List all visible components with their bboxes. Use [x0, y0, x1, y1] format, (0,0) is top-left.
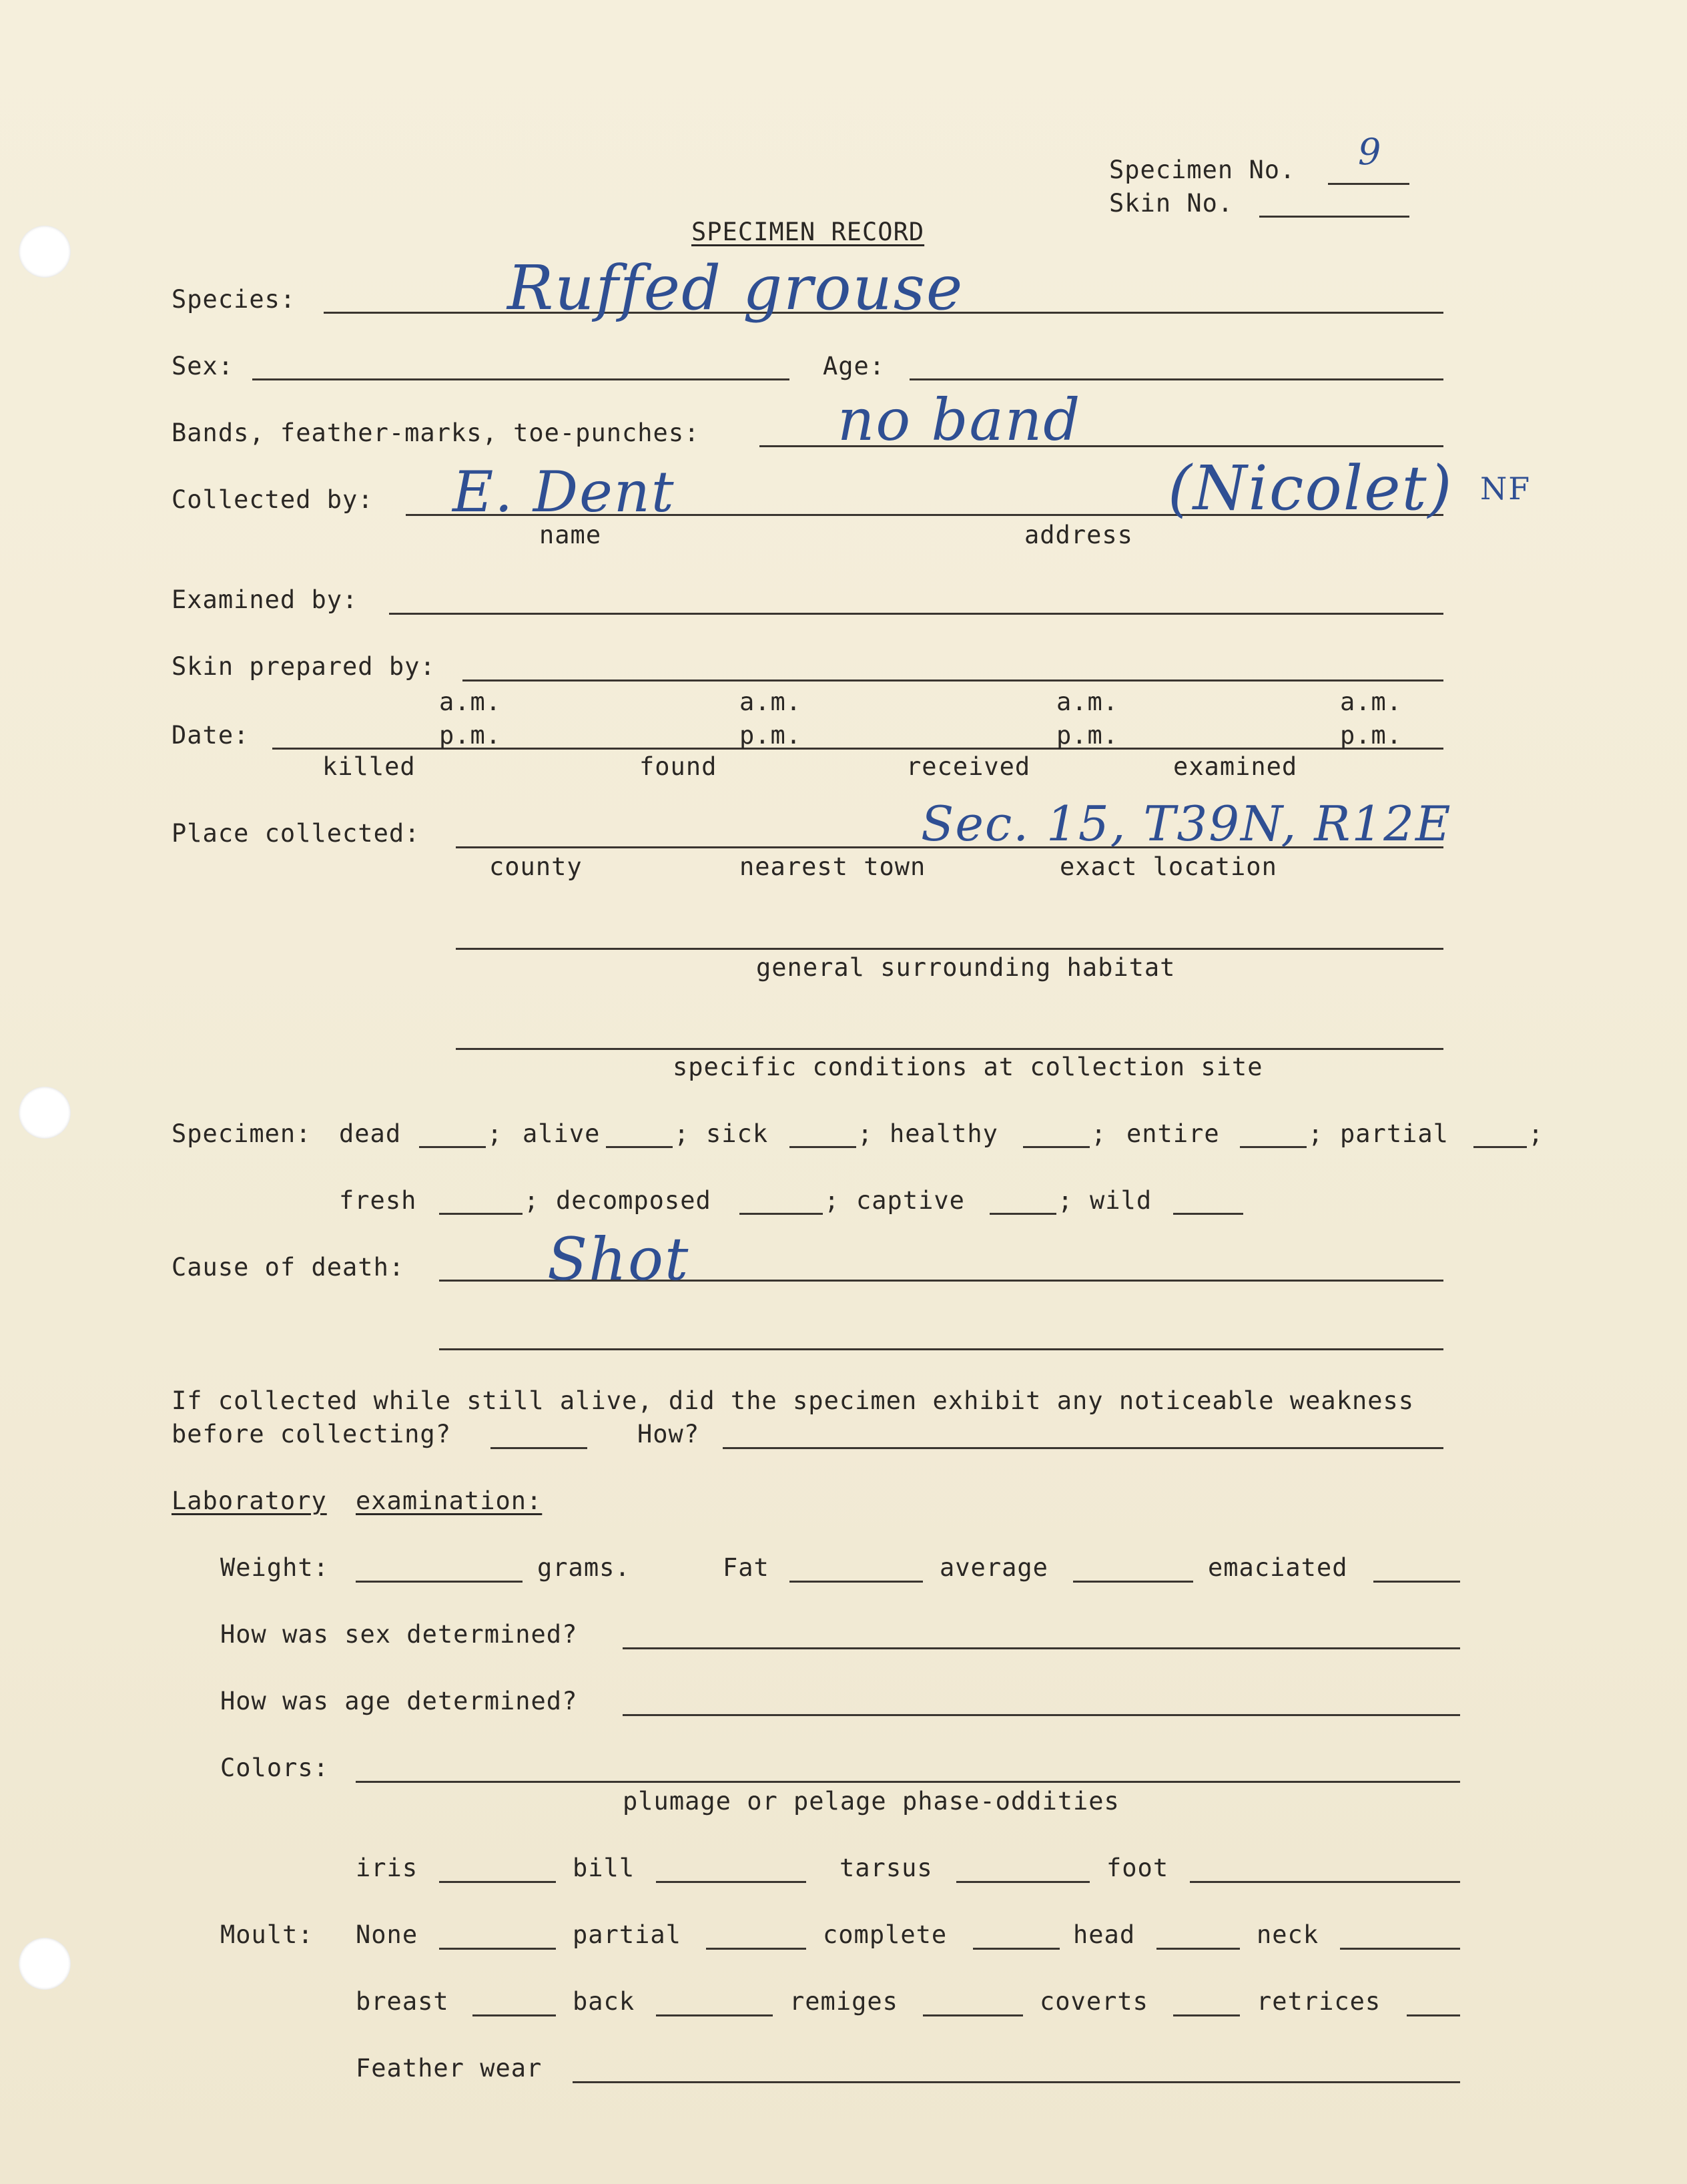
- punch-hole-bottom: [19, 1938, 71, 1990]
- age-label: Age:: [823, 352, 886, 380]
- sick-label: sick: [706, 1119, 769, 1148]
- weakness-question-line2a: before collecting?: [172, 1420, 451, 1448]
- collected-name-value: E. Dent: [452, 459, 675, 525]
- pm-killed: p.m.: [439, 721, 502, 750]
- sex-determined-line: [623, 1647, 1460, 1649]
- habitat-line: [456, 948, 1443, 950]
- pm-received: p.m.: [1056, 721, 1119, 750]
- am-killed: a.m.: [439, 688, 502, 716]
- am-examined: a.m.: [1340, 688, 1403, 716]
- captive-label: captive: [856, 1186, 965, 1215]
- tarsus-label: tarsus: [839, 1854, 933, 1882]
- sex-label: Sex:: [172, 352, 234, 380]
- species-label: Species:: [172, 285, 296, 314]
- fresh-blank: [439, 1213, 523, 1215]
- pm-found: p.m.: [739, 721, 802, 750]
- partial-label: partial: [1340, 1119, 1449, 1148]
- alive-label: alive: [523, 1119, 601, 1148]
- collected-note: NF: [1480, 471, 1532, 507]
- exact-location-caption: exact location: [1060, 852, 1277, 881]
- sep-8: ;: [824, 1186, 840, 1215]
- skin-prepared-label: Skin prepared by:: [172, 652, 436, 681]
- weakness-how-line: [723, 1447, 1443, 1449]
- wild-blank: [1173, 1213, 1243, 1215]
- moult-neck-label: neck: [1257, 1920, 1319, 1949]
- place-collected-label: Place collected:: [172, 819, 420, 848]
- sick-blank: [789, 1146, 856, 1148]
- punch-hole-top: [19, 226, 71, 278]
- examined-by-label: Examined by:: [172, 585, 358, 614]
- bands-label: Bands, feather-marks, toe-punches:: [172, 419, 700, 447]
- sex-determined-label: How was sex determined?: [220, 1620, 578, 1649]
- bill-blank: [656, 1881, 806, 1883]
- decomposed-blank: [739, 1213, 823, 1215]
- moult-remiges-label: remiges: [789, 1987, 898, 2016]
- moult-retrices-label: retrices: [1257, 1987, 1381, 2016]
- am-received: a.m.: [1056, 688, 1119, 716]
- sep-4: ;: [1091, 1119, 1107, 1148]
- found-caption: found: [639, 752, 717, 781]
- fresh-label: fresh: [339, 1186, 417, 1215]
- skin-no-line: [1259, 216, 1409, 218]
- moult-retrices-blank: [1407, 2014, 1460, 2016]
- fat-label: Fat: [723, 1553, 769, 1582]
- moult-head-label: head: [1073, 1920, 1136, 1949]
- pm-examined: p.m.: [1340, 721, 1403, 750]
- feather-wear-label: Feather wear: [356, 2054, 543, 2083]
- moult-neck-blank: [1340, 1948, 1460, 1950]
- average-blank: [1073, 1581, 1193, 1583]
- dead-blank: [419, 1146, 486, 1148]
- page-title: SPECIMEN RECORD: [691, 218, 925, 246]
- received-caption: received: [906, 752, 1031, 781]
- sex-line: [252, 378, 789, 380]
- place-collected-value: Sec. 15, T39N, R12E: [921, 796, 1452, 852]
- lab-heading-b: examination:: [356, 1486, 543, 1515]
- weakness-how-label: How?: [637, 1420, 700, 1448]
- emaciated-blank: [1373, 1581, 1460, 1583]
- decomposed-label: decomposed: [556, 1186, 711, 1215]
- bill-label: bill: [573, 1854, 635, 1882]
- collected-address-value: (Nicolet): [1168, 453, 1453, 524]
- moult-back-label: back: [573, 1987, 635, 2016]
- conditions-line: [456, 1048, 1443, 1050]
- sep-2: ;: [674, 1119, 690, 1148]
- moult-back-blank: [656, 2014, 773, 2016]
- cause-of-death-label: Cause of death:: [172, 1253, 405, 1282]
- collected-by-label: Collected by:: [172, 485, 374, 514]
- tarsus-blank: [956, 1881, 1090, 1883]
- bands-value: no band: [837, 387, 1082, 454]
- foot-label: foot: [1106, 1854, 1169, 1882]
- address-caption: address: [1024, 521, 1133, 549]
- cause-of-death-line-2: [439, 1348, 1443, 1350]
- weight-blank: [356, 1581, 523, 1583]
- foot-blank: [1190, 1881, 1460, 1883]
- skin-no-label: Skin No.: [1109, 189, 1234, 218]
- examined-caption: examined: [1173, 752, 1298, 781]
- nearest-town-caption: nearest town: [739, 852, 926, 881]
- alive-blank: [606, 1146, 673, 1148]
- healthy-label: healthy: [890, 1119, 998, 1148]
- captive-blank: [990, 1213, 1056, 1215]
- am-found: a.m.: [739, 688, 802, 716]
- feather-wear-line: [573, 2081, 1460, 2083]
- sep-5: ;: [1308, 1119, 1324, 1148]
- sep-3: ;: [858, 1119, 874, 1148]
- moult-complete-label: complete: [823, 1920, 948, 1949]
- colors-line: [356, 1781, 1460, 1783]
- habitat-caption: general surrounding habitat: [756, 953, 1176, 982]
- grams-label: grams.: [537, 1553, 631, 1582]
- weakness-answer-blank: [490, 1447, 587, 1449]
- moult-breast-blank: [472, 2014, 556, 2016]
- moult-head-blank: [1156, 1948, 1240, 1950]
- date-label: Date:: [172, 721, 250, 750]
- moult-coverts-blank: [1173, 2014, 1240, 2016]
- wild-label: wild: [1090, 1186, 1152, 1215]
- emaciated-label: emaciated: [1208, 1553, 1348, 1582]
- conditions-caption: specific conditions at collection site: [673, 1053, 1263, 1081]
- fat-blank: [789, 1581, 923, 1583]
- sep-1: ;: [487, 1119, 503, 1148]
- moult-coverts-label: coverts: [1040, 1987, 1148, 2016]
- moult-partial-label: partial: [573, 1920, 681, 1949]
- moult-remiges-blank: [923, 2014, 1023, 2016]
- dead-label: dead: [339, 1119, 402, 1148]
- weakness-question-line1: If collected while still alive, did the specimen exhibit any noticeable weakness: [172, 1386, 1415, 1415]
- moult-label: Moult:: [220, 1920, 314, 1949]
- sep-6: ;: [1528, 1119, 1544, 1148]
- name-caption: name: [539, 521, 602, 549]
- weight-label: Weight:: [220, 1553, 329, 1582]
- cause-of-death-value: Shot: [547, 1225, 690, 1294]
- skin-prepared-line: [462, 679, 1443, 681]
- species-value: Ruffed grouse: [507, 252, 964, 324]
- killed-caption: killed: [322, 752, 416, 781]
- average-label: average: [940, 1553, 1048, 1582]
- moult-none-blank: [439, 1948, 556, 1950]
- specimen-no-line: [1328, 183, 1409, 185]
- iris-blank: [439, 1881, 556, 1883]
- partial-blank: [1473, 1146, 1527, 1148]
- lab-heading-a: Laboratory: [172, 1486, 327, 1515]
- examined-by-line: [389, 613, 1443, 615]
- age-line: [910, 378, 1443, 380]
- colors-label: Colors:: [220, 1753, 329, 1782]
- age-determined-label: How was age determined?: [220, 1687, 578, 1715]
- specimen-label: Specimen:: [172, 1119, 312, 1148]
- entire-blank: [1240, 1146, 1307, 1148]
- bleed-through-text: [227, 123, 1401, 2059]
- moult-partial-blank: [706, 1948, 806, 1950]
- entire-label: entire: [1126, 1119, 1220, 1148]
- plumage-caption: plumage or pelage phase-oddities: [623, 1787, 1120, 1816]
- sep-7: ;: [524, 1186, 540, 1215]
- moult-complete-blank: [973, 1948, 1060, 1950]
- moult-breast-label: breast: [356, 1987, 449, 2016]
- punch-hole-middle: [19, 1087, 71, 1139]
- healthy-blank: [1023, 1146, 1090, 1148]
- moult-none-label: None: [356, 1920, 418, 1949]
- age-determined-line: [623, 1714, 1460, 1716]
- specimen-no-label: Specimen No.: [1109, 156, 1296, 184]
- iris-label: iris: [356, 1854, 418, 1882]
- county-caption: county: [489, 852, 583, 881]
- specimen-no-value: 9: [1358, 131, 1383, 173]
- sep-9: ;: [1058, 1186, 1074, 1215]
